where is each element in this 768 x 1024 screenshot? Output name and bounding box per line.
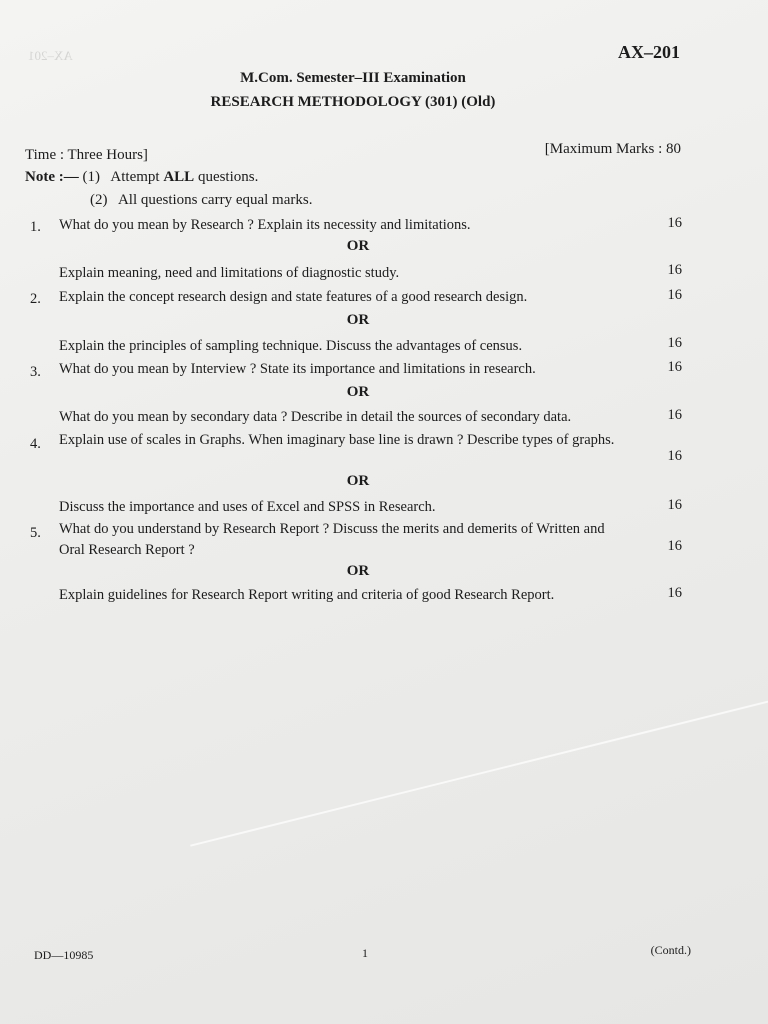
question-marks: 16 bbox=[667, 215, 682, 231]
or-separator: OR bbox=[346, 563, 370, 579]
question-marks: 16 bbox=[667, 497, 682, 513]
footer-code: DD—10985 bbox=[34, 948, 94, 962]
question-number: 5. bbox=[30, 525, 41, 541]
bleed-through-text: AX–201 bbox=[28, 48, 73, 63]
question-text: Explain the concept research design and state features of a good research design. bbox=[59, 289, 528, 305]
page-number: 1 bbox=[362, 946, 368, 960]
question-number: 2. bbox=[30, 291, 41, 307]
note-number: (1) bbox=[82, 169, 100, 185]
question-marks: 16 bbox=[667, 335, 682, 351]
question-number: 4. bbox=[30, 436, 41, 452]
question-text: Explain the principles of sampling technique. Discuss the advantages of census. bbox=[59, 338, 523, 354]
question-marks: 16 bbox=[667, 538, 682, 554]
question-marks: 16 bbox=[667, 448, 682, 464]
question-marks: 16 bbox=[667, 287, 682, 303]
question-text: Discuss the importance and uses of Excel and SPSS in Research. bbox=[59, 499, 436, 515]
or-separator: OR bbox=[346, 312, 370, 328]
or-separator: OR bbox=[346, 473, 370, 489]
question-text: What do you mean by Research ? Explain its necessity and limitations. bbox=[59, 217, 471, 233]
question-text: What do you mean by secondary data ? Describe in detail the sources of secondary data. bbox=[59, 409, 572, 425]
question-number: 1. bbox=[30, 219, 41, 235]
continued-label: (Contd.) bbox=[650, 943, 691, 957]
question-marks: 16 bbox=[667, 262, 682, 278]
question-marks: 16 bbox=[667, 407, 682, 423]
question-text: What do you mean by Interview ? State its importance and limitations in research. bbox=[59, 361, 536, 377]
question-marks: 16 bbox=[667, 359, 682, 375]
note-label: Note :— bbox=[25, 169, 79, 185]
maximum-marks: [Maximum Marks : 80 bbox=[544, 141, 681, 157]
note-emphasis: ALL bbox=[163, 169, 195, 185]
or-separator: OR bbox=[346, 238, 370, 254]
exam-title: M.Com. Semester–III Examination bbox=[240, 70, 466, 86]
question-number: 3. bbox=[30, 364, 41, 380]
subject-title: RESEARCH METHODOLOGY (301) (Old) bbox=[210, 94, 496, 110]
time-allowed: Time : Three Hours] bbox=[25, 147, 148, 163]
note-text: questions. bbox=[194, 169, 259, 185]
note-line-2 bbox=[90, 192, 312, 209]
note-text: All questions carry equal marks. bbox=[117, 192, 313, 208]
note-number: (2) bbox=[90, 192, 108, 208]
question-text: Explain meaning, need and limitations of diagnostic study. bbox=[59, 265, 400, 281]
question-marks: 16 bbox=[667, 585, 682, 601]
question-text-continued: Oral Research Report ? bbox=[59, 542, 195, 558]
note-text: Attempt bbox=[110, 169, 164, 185]
note-line-1 bbox=[25, 169, 258, 186]
question-text: Explain use of scales in Graphs. When imaginary base line is drawn ? Describe types of graphs. bbox=[59, 432, 615, 448]
question-text: Explain guidelines for Research Report writing and criteria of good Research Report. bbox=[59, 587, 555, 603]
paper-fold-line bbox=[190, 675, 768, 846]
paper-code: AX–201 bbox=[618, 42, 680, 62]
or-separator: OR bbox=[346, 384, 370, 400]
question-text: What do you understand by Research Report ? Discuss the merits and demerits of Written and bbox=[59, 521, 605, 537]
